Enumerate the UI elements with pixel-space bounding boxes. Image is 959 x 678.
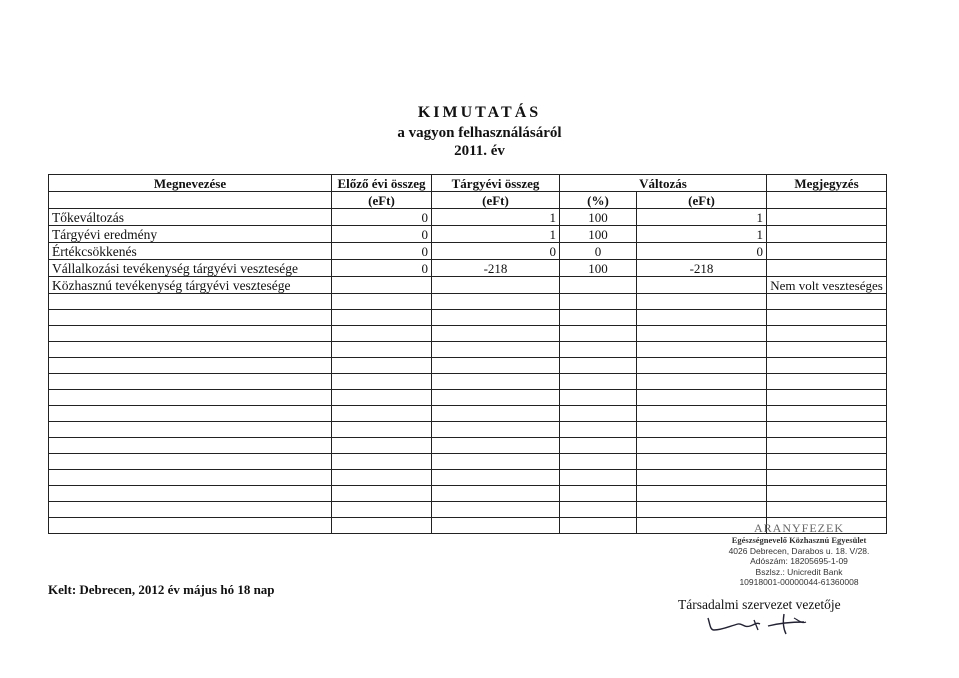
empty-cell [767, 502, 887, 518]
empty-cell [560, 294, 637, 310]
empty-cell [432, 390, 560, 406]
empty-row [49, 310, 887, 326]
row-curr: 1 [432, 226, 560, 243]
row-name: Értékcsökkenés [49, 243, 332, 260]
row-eft: 0 [637, 243, 767, 260]
empty-cell [432, 438, 560, 454]
empty-cell [560, 518, 637, 534]
empty-row [49, 374, 887, 390]
col-header-curr: Tárgyévi összeg [432, 175, 560, 192]
empty-cell [49, 374, 332, 390]
empty-cell [332, 294, 432, 310]
empty-cell [332, 422, 432, 438]
row-prev [332, 277, 432, 294]
empty-cell [49, 454, 332, 470]
signature-label: Társadalmi szervezet vezetője [678, 597, 841, 612]
empty-cell [332, 502, 432, 518]
document-year: 2011. év [454, 143, 505, 159]
row-prev: 0 [332, 260, 432, 277]
empty-cell [637, 438, 767, 454]
empty-cell [432, 342, 560, 358]
empty-cell [560, 374, 637, 390]
table-row [49, 277, 887, 294]
empty-cell [767, 422, 887, 438]
empty-cell [767, 374, 887, 390]
empty-cell [49, 390, 332, 406]
document-title: KIMUTATÁS [417, 104, 542, 121]
row-eft: 1 [637, 209, 767, 226]
empty-cell [332, 342, 432, 358]
empty-row [49, 342, 887, 358]
empty-cell [560, 390, 637, 406]
empty-cell [767, 310, 887, 326]
empty-cell [560, 342, 637, 358]
row-pct: 0 [560, 243, 637, 260]
empty-cell [767, 438, 887, 454]
row-pct: 100 [560, 209, 637, 226]
col-header-prev: Előző évi összeg [332, 175, 432, 192]
stamp-account: 10918001-00000044-61360008 [739, 577, 859, 587]
row-remark: Nem volt veszteséges [767, 277, 887, 294]
table-row [49, 226, 887, 243]
empty-cell [332, 374, 432, 390]
empty-cell [332, 358, 432, 374]
empty-cell [637, 470, 767, 486]
empty-cell [432, 422, 560, 438]
row-remark [767, 260, 887, 277]
row-curr: 0 [432, 243, 560, 260]
empty-cell [49, 406, 332, 422]
empty-cell [332, 406, 432, 422]
empty-cell [560, 470, 637, 486]
empty-cell [637, 422, 767, 438]
empty-cell [560, 454, 637, 470]
empty-cell [560, 310, 637, 326]
empty-cell [560, 438, 637, 454]
unit-remark-blank [767, 192, 887, 209]
row-eft: 1 [637, 226, 767, 243]
empty-cell [432, 358, 560, 374]
unit-pct: (%) [560, 192, 637, 209]
empty-row [49, 438, 887, 454]
empty-cell [432, 486, 560, 502]
empty-cell [560, 502, 637, 518]
unit-row [49, 192, 887, 209]
empty-cell [49, 438, 332, 454]
table-row [49, 260, 887, 277]
col-header-change: Változás [560, 175, 767, 192]
empty-cell [432, 470, 560, 486]
row-name: Tőkeváltozás [49, 209, 332, 226]
empty-cell [49, 342, 332, 358]
empty-row [49, 294, 887, 310]
row-curr: -218 [432, 260, 560, 277]
date-line: Kelt: Debrecen, 2012 év május hó 18 nap [48, 582, 275, 597]
empty-cell [332, 310, 432, 326]
empty-cell [432, 406, 560, 422]
empty-cell [332, 454, 432, 470]
row-prev: 0 [332, 243, 432, 260]
empty-cell [767, 358, 887, 374]
stamp-tax: Adószám: 18205695-1-09 [750, 556, 848, 566]
header-row [49, 175, 887, 192]
unit-blank [49, 192, 332, 209]
table-row [49, 243, 887, 260]
row-remark [767, 209, 887, 226]
empty-row [49, 358, 887, 374]
empty-cell [432, 374, 560, 390]
row-curr [432, 277, 560, 294]
row-pct: 100 [560, 226, 637, 243]
row-eft [637, 277, 767, 294]
organization-stamp [714, 522, 884, 588]
stamp-name: ARANYFEZEK [754, 521, 844, 535]
stamp-address: 4026 Debrecen, Darabos u. 18. V/28. [728, 545, 870, 556]
empty-cell [332, 438, 432, 454]
row-name: Vállalkozási tevékenység tárgyévi vesztesége [49, 260, 332, 277]
empty-cell [637, 310, 767, 326]
row-remark [767, 226, 887, 243]
stamp-org: Egészségnevelő Közhasznú Egyesület [731, 535, 867, 545]
empty-cell [637, 502, 767, 518]
empty-row [49, 326, 887, 342]
empty-cell [432, 502, 560, 518]
empty-cell [49, 502, 332, 518]
empty-cell [49, 422, 332, 438]
empty-row [49, 502, 887, 518]
row-name: Közhasznú tevékenység tárgyévi vesztesége [49, 277, 332, 294]
empty-row [49, 422, 887, 438]
row-eft: -218 [637, 260, 767, 277]
row-pct: 100 [560, 260, 637, 277]
row-name: Tárgyévi eredmény [49, 226, 332, 243]
empty-cell [637, 406, 767, 422]
unit-prev: (eFt) [332, 192, 432, 209]
stamp-bank: Bszlsz.: Unicredit Bank [755, 566, 843, 577]
empty-cell [49, 294, 332, 310]
empty-cell [432, 326, 560, 342]
empty-cell [767, 294, 887, 310]
empty-row [49, 454, 887, 470]
empty-cell [637, 326, 767, 342]
empty-cell [767, 406, 887, 422]
empty-cell [49, 518, 332, 534]
empty-cell [637, 390, 767, 406]
empty-cell [49, 470, 332, 486]
col-header-name: Megnevezése [49, 175, 332, 192]
empty-cell [637, 294, 767, 310]
empty-cell [637, 342, 767, 358]
table-row [49, 209, 887, 226]
empty-row [49, 406, 887, 422]
empty-row [49, 470, 887, 486]
empty-cell [332, 470, 432, 486]
col-header-remark: Megjegyzés [767, 175, 887, 192]
empty-cell [637, 374, 767, 390]
document-subtitle: a vagyon felhasználásáról [397, 125, 562, 141]
handwritten-signature [704, 610, 824, 638]
empty-cell [637, 454, 767, 470]
empty-row [49, 486, 887, 502]
empty-cell [560, 486, 637, 502]
empty-row [49, 390, 887, 406]
empty-cell [332, 518, 432, 534]
empty-cell [637, 358, 767, 374]
empty-cell [767, 470, 887, 486]
empty-cell [767, 486, 887, 502]
empty-cell [49, 310, 332, 326]
asset-usage-table [48, 174, 887, 534]
empty-cell [767, 390, 887, 406]
empty-cell [49, 486, 332, 502]
empty-cell [767, 454, 887, 470]
empty-cell [432, 310, 560, 326]
empty-cell [432, 454, 560, 470]
unit-eft: (eFt) [637, 192, 767, 209]
empty-cell [332, 390, 432, 406]
unit-curr: (eFt) [432, 192, 560, 209]
empty-cell [560, 406, 637, 422]
empty-cell [332, 326, 432, 342]
empty-cell [767, 342, 887, 358]
row-pct [560, 277, 637, 294]
empty-cell [49, 326, 332, 342]
empty-cell [332, 486, 432, 502]
empty-cell [49, 358, 332, 374]
empty-cell [560, 422, 637, 438]
empty-cell [767, 326, 887, 342]
empty-cell [432, 518, 560, 534]
row-prev: 0 [332, 226, 432, 243]
empty-cell [560, 358, 637, 374]
empty-cell [560, 326, 637, 342]
row-prev: 0 [332, 209, 432, 226]
empty-cell [637, 486, 767, 502]
empty-cell [432, 294, 560, 310]
row-remark [767, 243, 887, 260]
row-curr: 1 [432, 209, 560, 226]
